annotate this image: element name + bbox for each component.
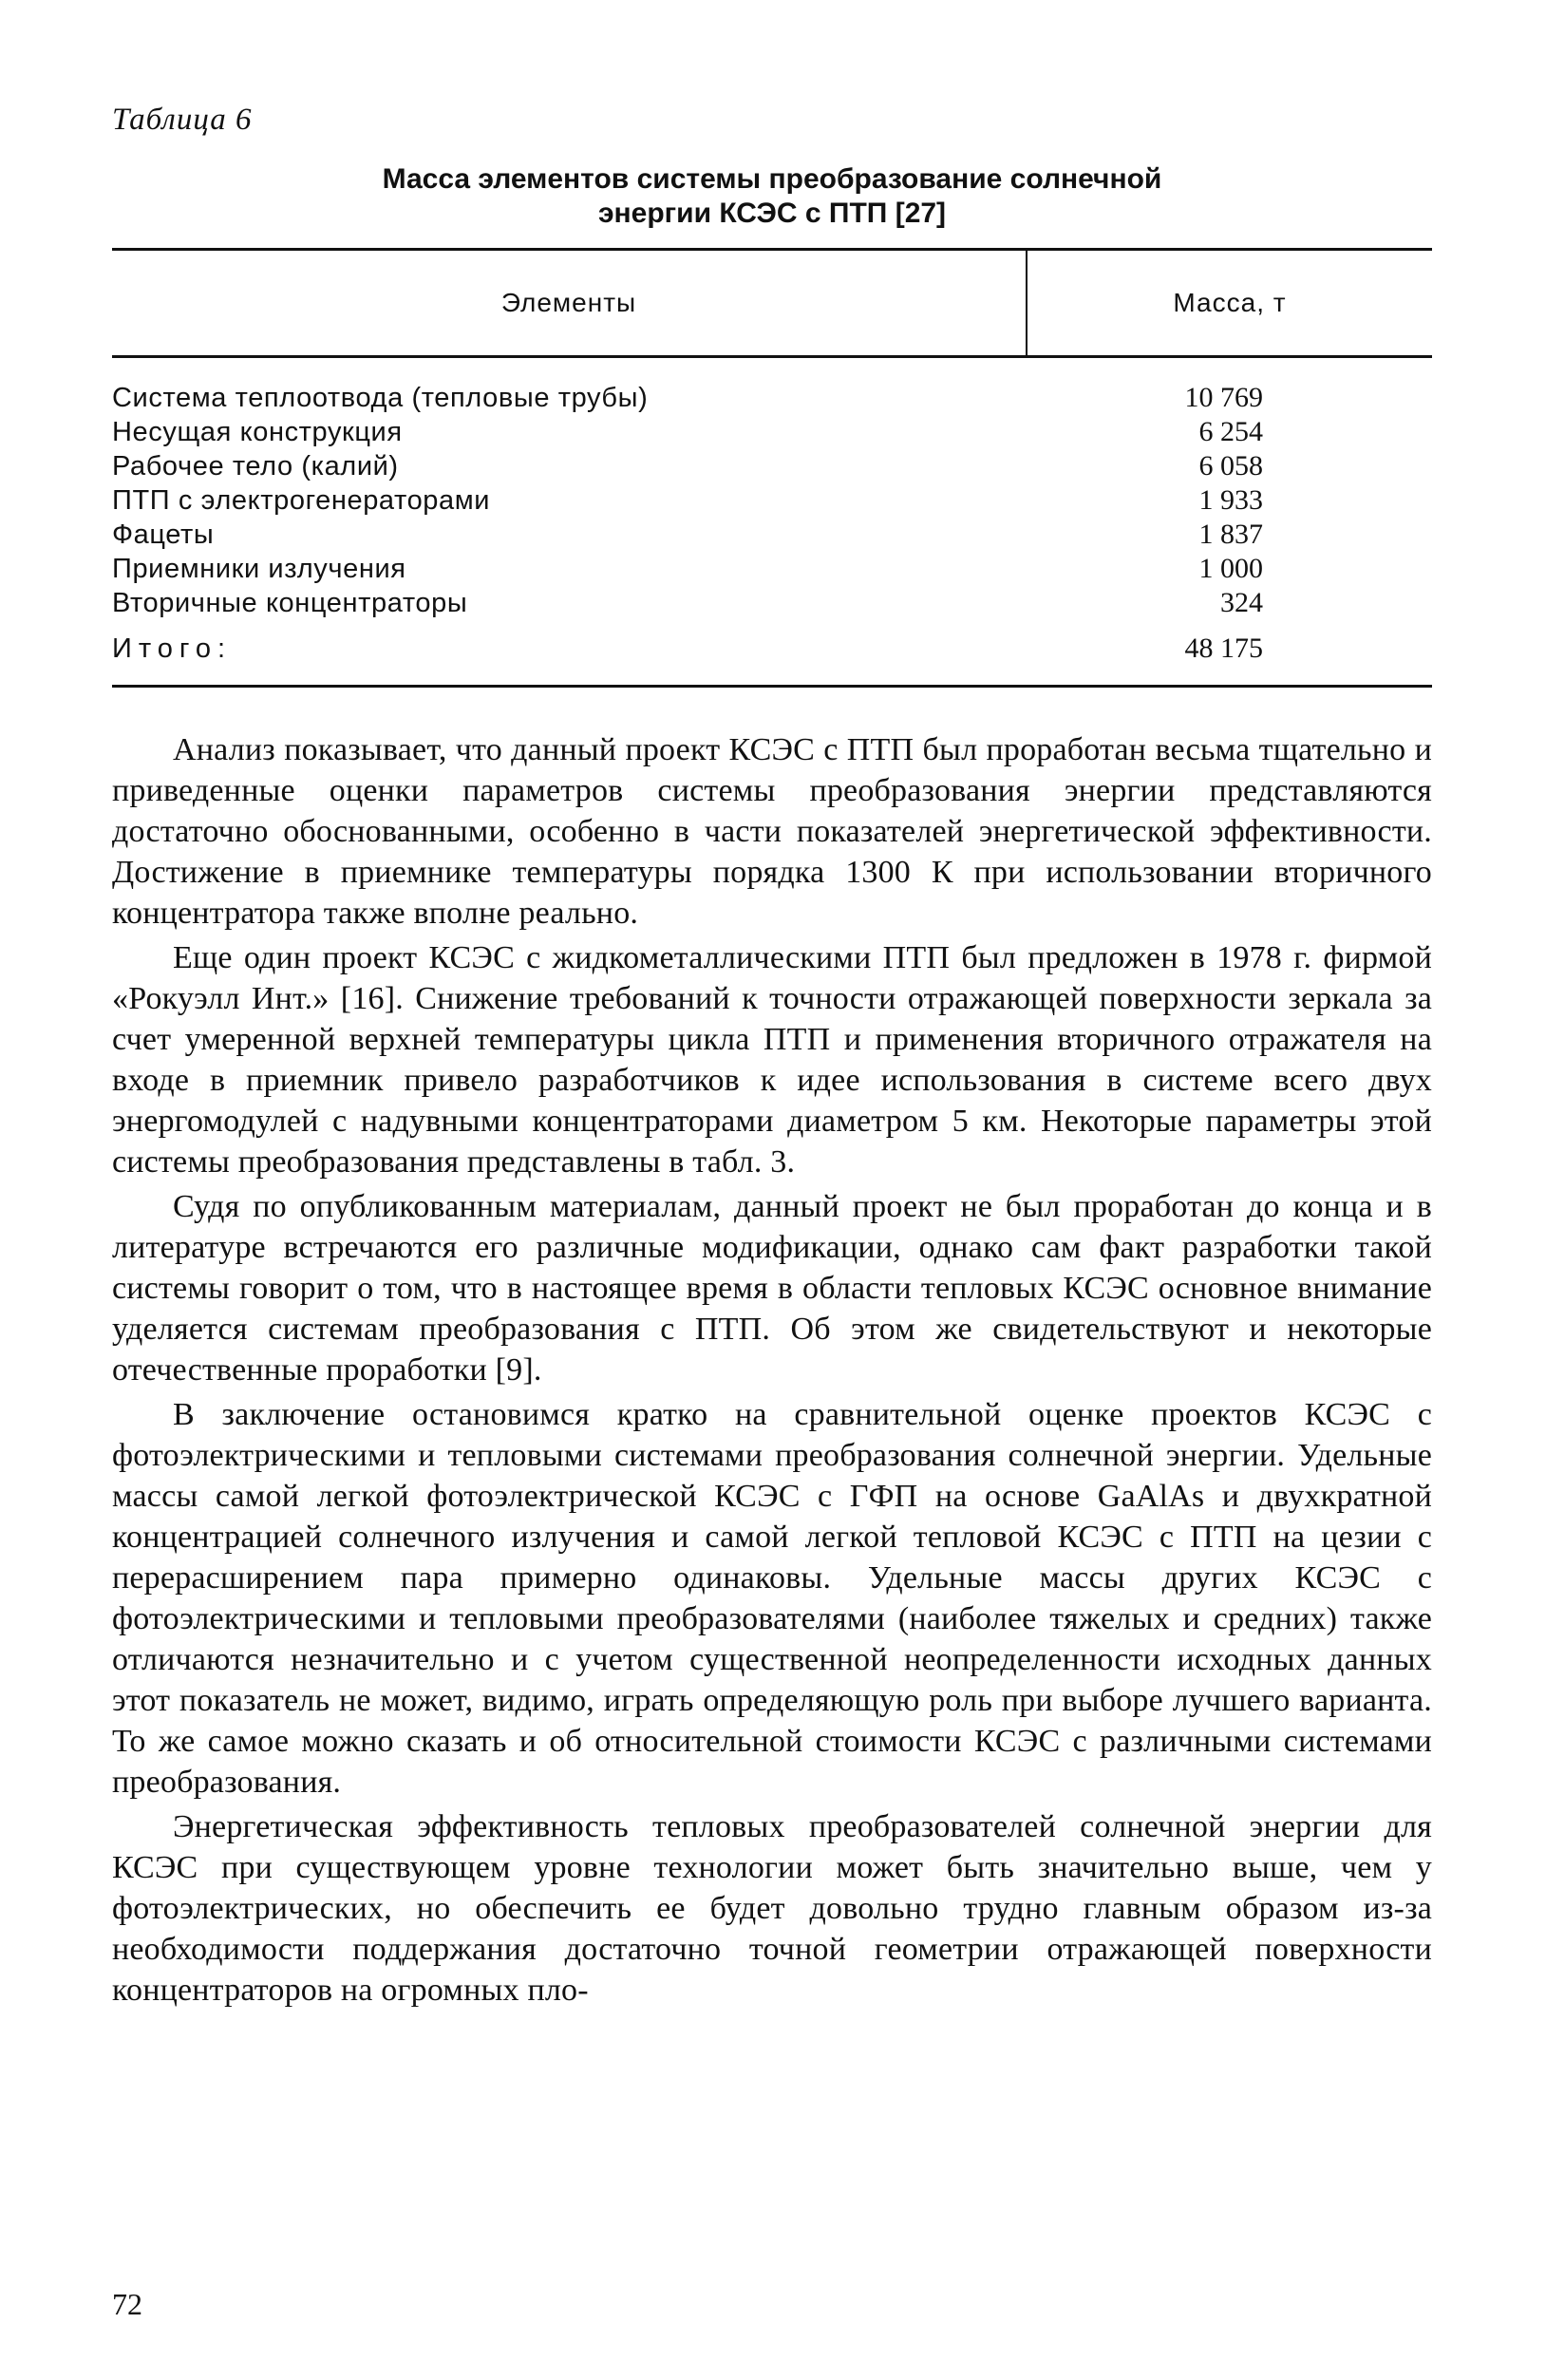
row-mass: 10 769 <box>1184 382 1263 413</box>
table-header-row <box>112 251 1432 355</box>
table-row <box>112 449 1432 483</box>
row-mass: 6 058 <box>1198 450 1263 482</box>
table-row <box>112 483 1432 518</box>
row-mass: 1 837 <box>1198 519 1263 550</box>
table-row <box>112 415 1432 449</box>
row-element: Рабочее тело (калий) <box>112 451 399 482</box>
header-elements: Элементы <box>112 251 1028 355</box>
row-element: Вторичные концентраторы <box>112 588 468 618</box>
table-bottom-rule <box>112 685 1432 688</box>
table-row <box>112 518 1432 552</box>
table-title-line-2: энергии КСЭС с ПТП [27] <box>597 198 947 229</box>
total-label: Итого: <box>112 633 233 664</box>
paragraph: В заключение остановимся кратко на сравнительной оценке проектов КСЭС с фотоэлектрическими и тепловыми системами преобразования солнечной энергии. Удельные массы самой легкой фотоэлектрической КСЭС с ГФП на основе GaAlAs и двухкратной концентрацией солнечного излучения и самой легкой тепловой КСЭС с ПТП на цезии с перерасширением пара примерно одинаковы. Удельные массы других КСЭС с фотоэлектрическими и тепловыми преобразователями (наиболее тяжелых и средних) также отличаются незначительно и с учетом существенной неопределенности исходных данных этот показатель не может, видимо, играть определяющую роль при выборе лучшего варианта. То же самое можно сказать и об относительной стоимости КСЭС с различными системами преобразования. <box>112 1397 1432 1800</box>
table-label: Таблица 6 <box>112 103 253 137</box>
header-mass: Масса, т <box>1173 288 1287 317</box>
mass-table <box>112 248 1432 688</box>
row-element: ПТП с электрогенераторами <box>112 485 491 516</box>
row-mass: 6 254 <box>1198 416 1263 447</box>
table-body <box>112 358 1432 685</box>
table-title-line-1: Масса элементов системы преобразование солнечной <box>382 163 1162 195</box>
table-row <box>112 586 1432 620</box>
row-element: Система теплоотвода (тепловые трубы) <box>112 383 649 413</box>
table-title <box>112 162 1432 231</box>
table-row <box>112 381 1432 415</box>
paragraph: Энергетическая эффективность тепловых преобразователей солнечной энергии для КСЭС при существующем уровне технологии может быть значительно выше, чем у фотоэлектрических, но обеспечить ее будет довольно трудно главным образом из-за необходимости поддержания достаточно точной геометрии отражающей поверхности концентраторов на огромных пло- <box>112 1809 1432 2008</box>
page-content <box>112 103 1432 2014</box>
paragraph: Еще один проект КСЭС с жидкометаллическими ПТП был предложен в 1978 г. фирмой «Рокуэлл Инт.» [16]. Снижение требований к точности отражающей поверхности зеркала за счет умеренной верхней температуры цикла ПТП и применения вторичного отражателя на входе в приемник привело разработчиков к идее использования в системе всего двух энергомодулей с надувными концентраторами диаметром 5 км. Некоторые параметры этой системы преобразования представлены в табл. 3. <box>112 940 1432 1180</box>
row-element: Несущая конструкция <box>112 417 403 447</box>
row-element: Фацеты <box>112 519 215 550</box>
table-row <box>112 552 1432 586</box>
body-text <box>112 729 1432 2011</box>
page-number: 72 <box>112 2287 142 2321</box>
row-mass: 1 000 <box>1198 553 1263 584</box>
row-element: Приемники излучения <box>112 554 406 584</box>
paragraph: Судя по опубликованным материалам, данный проект не был проработан до конца и в литературе встречаются его различные модификации, однако сам факт разработки такой системы говорит о том, что в настоящее время в области тепловых КСЭС основное внимание уделяется системам преобразования с ПТП. Об этом же свидетельствуют и некоторые отечественные проработки [9]. <box>112 1189 1432 1388</box>
row-mass: 1 933 <box>1198 484 1263 516</box>
total-mass: 48 175 <box>1184 633 1263 664</box>
row-mass: 324 <box>1220 587 1263 618</box>
paragraph: Анализ показывает, что данный проект КСЭС с ПТП был проработан весьма тщательно и приведенные оценки параметров системы преобразования энергии представляются достаточно обоснованными, особенно в части показателей энергетической эффективности. Достижение в приемнике температуры порядка 1300 К при использовании вторичного концентратора также вполне реально. <box>112 732 1432 931</box>
table-total-row <box>112 632 1432 666</box>
